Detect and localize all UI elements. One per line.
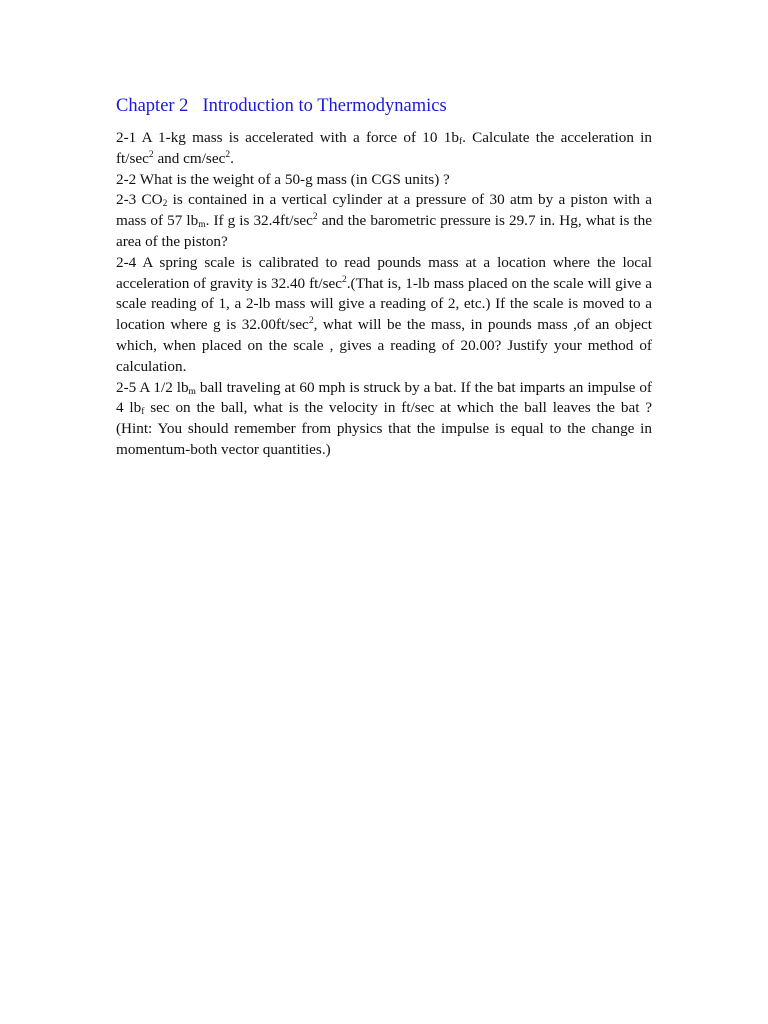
chapter-title: Introduction to Thermodynamics: [202, 96, 447, 116]
problem-2-5: [116, 378, 652, 461]
superscript: 2: [308, 316, 314, 327]
problem-text: . Calculate the acceleration in ft/sec: [116, 129, 652, 167]
superscript: 2: [225, 149, 231, 160]
subscript: 2: [162, 199, 168, 210]
problem-2-1: [116, 128, 652, 170]
problem-2-4: [116, 253, 652, 378]
problem-text: 2-2 What is the weight of a 50-g mass (in CGS units) ?: [116, 170, 450, 188]
problem-text: sec on the ball, what is the velocity in ft/sec at which the ball leaves the bat ? (Hint: You should remember from physics that the impulse is equal to the change in momentum-both vector quantities.): [116, 399, 652, 458]
problem-text: 2-5 A 1/2 lb: [116, 378, 189, 396]
superscript: 2: [312, 212, 318, 223]
problem-text: and the barometric pressure is 29.7 in. Hg, what is the area of the piston?: [116, 212, 653, 250]
problem-text: 2-1 A 1-kg mass is accelerated with a force of 10 1b: [116, 129, 459, 146]
problem-text: .(That is, 1-lb mass placed on the scale will give a scale reading of 1, a 2-lb mass will give a reading of 2, etc.) If the scale is moved to a location where g is 32.00ft/sec: [116, 274, 652, 334]
subscript: m: [188, 386, 196, 397]
subscript: f: [141, 407, 145, 418]
problem-text: ball traveling at 60 mph is struck by a bat. If the bat imparts an impulse of 4 lb: [116, 378, 652, 417]
problem-text: and cm/sec: [153, 149, 226, 167]
chapter-number: Chapter 2: [116, 96, 189, 116]
problem-2-3: [116, 190, 652, 252]
superscript: 2: [342, 274, 347, 285]
problem-2-2: [116, 170, 652, 191]
problem-text: .: [230, 149, 234, 167]
problem-text: , what will be the mass, in pounds mass ,of an object which, when placed on the scale , gives a reading of 20.00? Justify your method of calculation.: [116, 316, 653, 375]
problem-text: 2-4 A spring scale is calibrated to read pounds mass at a location where the local acceleration of gravity is 32.40 ft/sec: [116, 253, 652, 292]
subscript: m: [198, 220, 206, 231]
problem-text: is contained in a vertical cylinder at a pressure of 30 atm by a piston with a mass of 57 lb: [116, 191, 653, 230]
chapter-heading: [116, 94, 652, 118]
problem-text: . If g is 32.4ft/sec: [205, 212, 313, 230]
problem-text: 2-3 CO: [116, 191, 163, 209]
superscript: 2: [148, 149, 154, 160]
document-page: [116, 94, 652, 461]
subscript: f: [458, 137, 463, 147]
